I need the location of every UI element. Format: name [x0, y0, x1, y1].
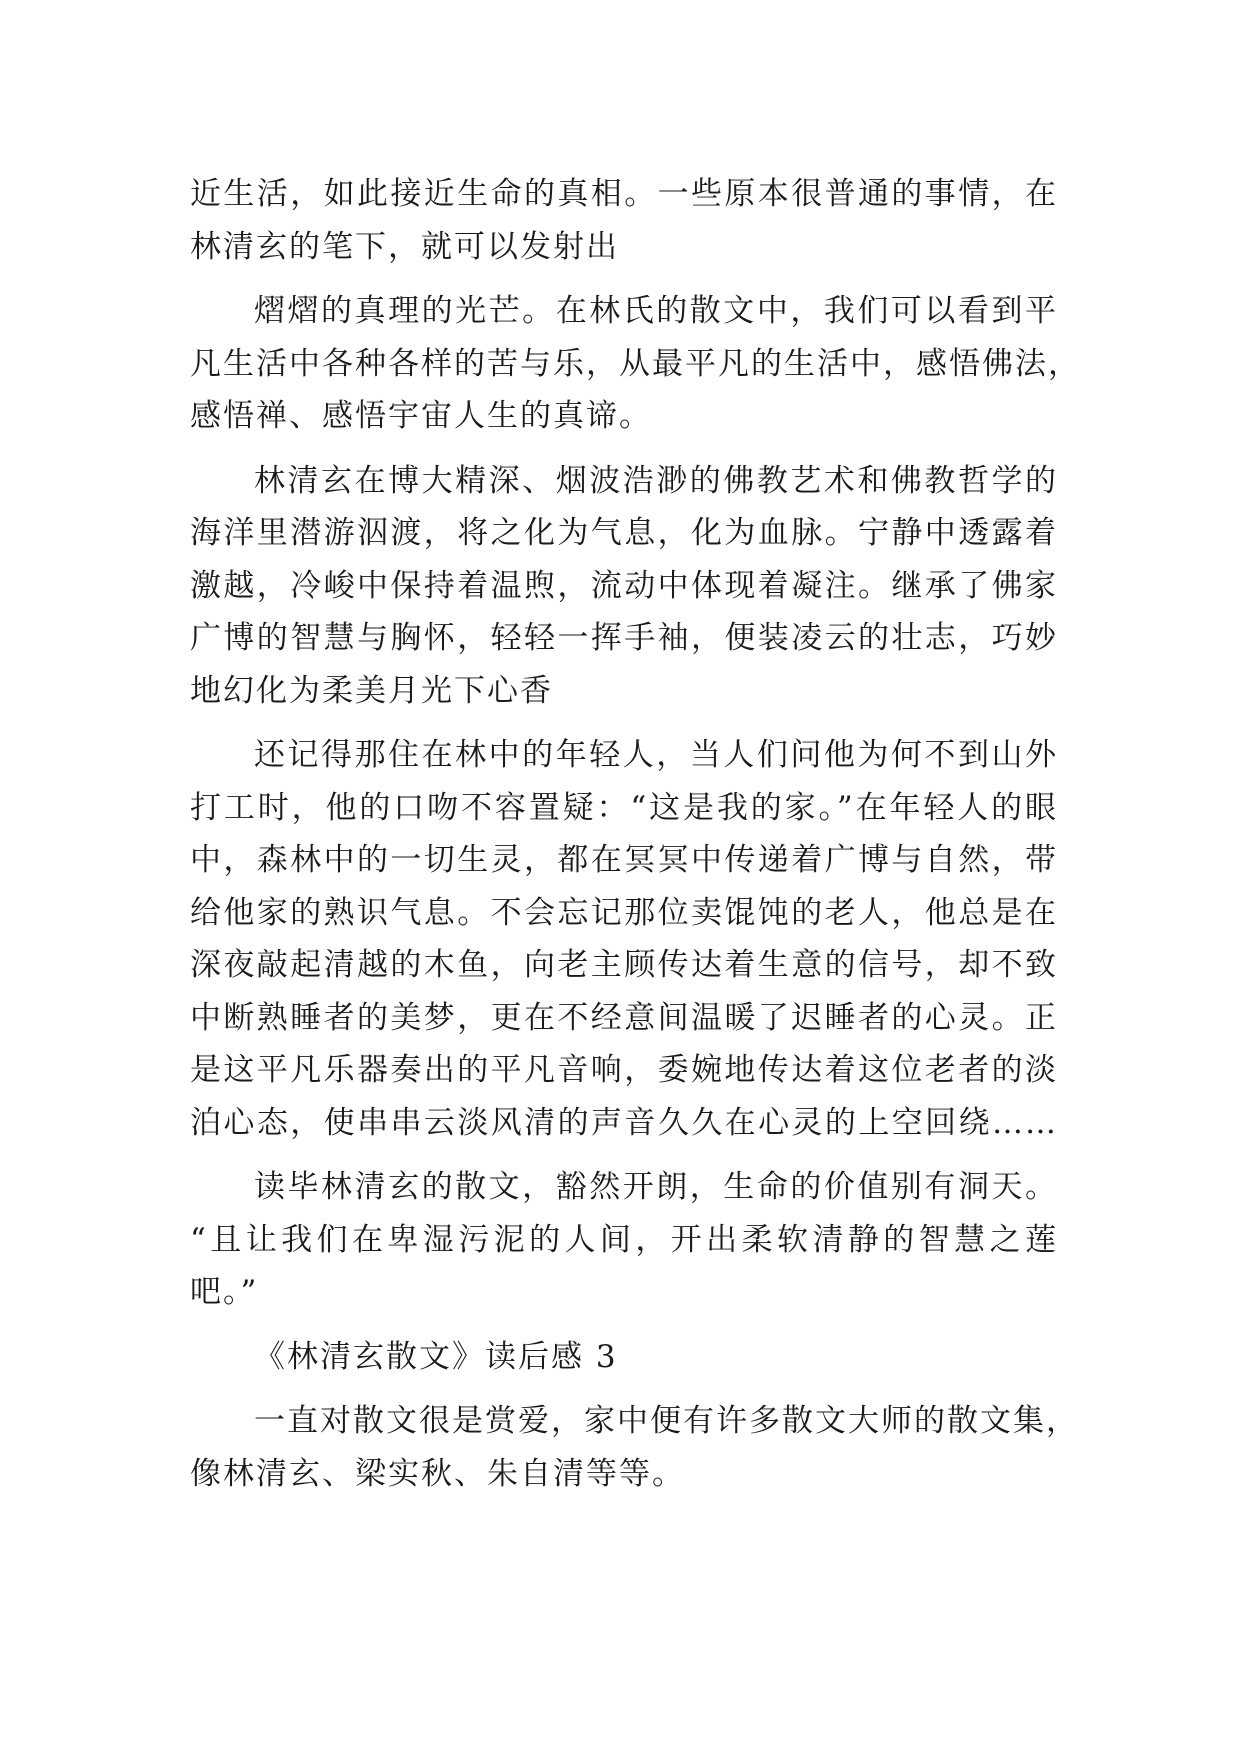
text-line: 给他家的熟识气息。不会忘记那位卖馄饨的老人，他总是在: [190, 894, 1058, 931]
text-line: 还记得那住在林中的年轻人，当人们问他为何不到山外: [254, 737, 1058, 773]
text-line: 林清玄的笔下，就可以发射出: [190, 228, 619, 265]
text-line: 读毕林清玄的散文，豁然开朗，生命的价值别有洞天。: [254, 1169, 1058, 1205]
document-page: [190, 168, 1081, 1500]
text-line: 泊心态，使串串云淡风清的声音久久在心灵的上空回绕……: [190, 1104, 1058, 1141]
text-line: 海洋里潜游泅渡，将之化为气息，化为血脉。宁静中透露着: [190, 515, 1058, 551]
paragraph: [190, 729, 1058, 1149]
text-line: 中，森林中的一切生灵，都在冥冥中传递着广博与自然，带: [190, 842, 1058, 878]
paragraph: [190, 1161, 1058, 1319]
section-heading: [190, 1331, 1058, 1384]
text-line: 广博的智慧与胸怀，轻轻一挥手袖，便装凌云的壮志，巧妙: [190, 620, 1058, 656]
text-line: “且让我们在卑湿污泥的人间，开出柔软清静的智慧之莲: [190, 1221, 1058, 1258]
text-line: 打工时，他的口吻不容置疑：“这是我的家。”在年轻人的眼: [190, 789, 1058, 826]
paragraph: [190, 455, 1058, 718]
text-line: 近生活，如此接近生命的真相。一些原本很普通的事情，在: [190, 176, 1058, 212]
paragraph: [190, 285, 1081, 443]
text-line: 林清玄在博大精深、烟波浩渺的佛教艺术和佛教哲学的: [254, 462, 1058, 499]
text-line: 是这平凡乐器奏出的平凡音响，委婉地传达着这位老者的淡: [190, 1052, 1058, 1088]
text-line: 感悟禅、感悟宇宙人生的真谛。: [190, 398, 652, 434]
text-line: 像林清玄、梁实秋、朱自清等等。: [190, 1455, 685, 1492]
text-line: 凡生活中各种各样的苦与乐，从最平凡的生活中，感悟佛法，: [190, 345, 1081, 382]
text-line: 激越，冷峻中保持着温煦，流动中体现着凝注。继承了佛家: [190, 567, 1058, 604]
paragraph: [190, 168, 1058, 273]
text-line: 深夜敲起清越的木鱼，向老主顾传达着生意的信号，却不致: [190, 947, 1058, 983]
text-line: 一直对散文很是赏爱，家中便有许多散文大师的散文集，: [254, 1403, 1079, 1439]
text-line: 熠熠的真理的光芒。在林氏的散文中，我们可以看到平: [254, 293, 1058, 329]
heading-line: 《林清玄散文》读后感 3: [254, 1338, 618, 1375]
text-line: 中断熟睡者的美梦，更在不经意间温暖了迟睡者的心灵。正: [190, 999, 1058, 1036]
paragraph: [190, 1395, 1079, 1500]
text-line: 地幻化为柔美月光下心香: [190, 672, 553, 709]
text-line: 吧。”: [190, 1274, 259, 1310]
